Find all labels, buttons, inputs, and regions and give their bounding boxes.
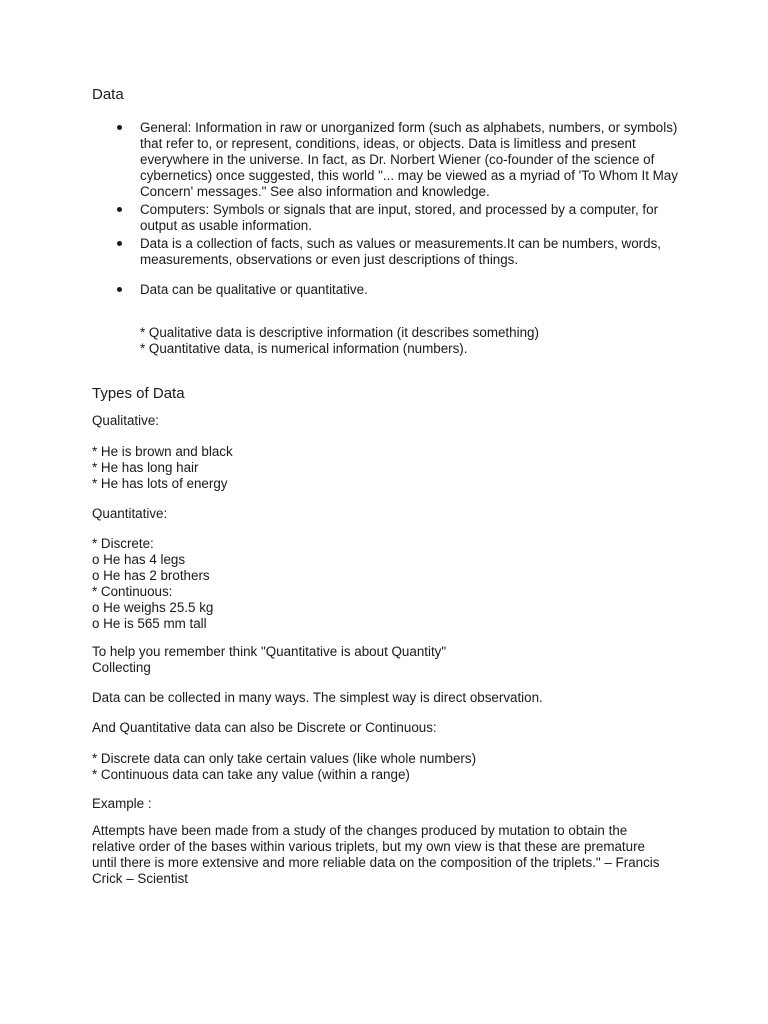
qualitative-examples bbox=[92, 444, 692, 492]
example-line: * He is brown and black bbox=[92, 444, 233, 459]
remember-tip bbox=[92, 644, 692, 676]
example-line: * He has long hair bbox=[92, 460, 199, 475]
quote-text: Attempts have been made from a study of the changes produced by mutation to obtain the relative order of the bases within various triplets, but my own view is that these are premature until there is more extensive and more reliable data on the composition of the triplets." – Francis Crick – Scientist bbox=[92, 823, 660, 886]
collection-text: Data can be collected in many ways. The simplest way is direct observation. bbox=[92, 690, 543, 705]
example-label: Example : bbox=[92, 796, 152, 811]
example-line: * Discrete: bbox=[92, 536, 154, 551]
definition-line: * Discrete data can only take certain values (like whole numbers) bbox=[92, 751, 477, 766]
example-line: o He has 4 legs bbox=[92, 552, 186, 567]
discrete-continuous-list bbox=[92, 751, 692, 783]
quantitative-examples bbox=[92, 536, 692, 632]
example-line: o He is 565 mm tall bbox=[92, 616, 207, 631]
list-item: Data is a collection of facts, such as values or measurements.It can be numbers, words, measurements, observations or even just descriptions of things. bbox=[92, 236, 682, 268]
remember-text: To help you remember think "Quantitative is about Quantity" bbox=[92, 644, 447, 659]
quantitative-label: Quantitative: bbox=[92, 506, 168, 521]
quote-block bbox=[92, 823, 692, 887]
note-line: * Qualitative data is descriptive information (it describes something) bbox=[140, 325, 539, 340]
example-line: * He has lots of energy bbox=[92, 476, 228, 491]
list-item: General: Information in raw or unorganized form (such as alphabets, numbers, or symbols) that refer to, or represent, conditions, ideas, or objects. Data is limitless and present everywhere in the universe. In fact, as Dr. Norbert Wiener (co-founder of the science of cybernetics) once suggested, this world "... may be viewed as a myriad of 'To Whom It May Concern' messages." See also information and knowledge. bbox=[92, 120, 682, 200]
section-heading: Types of Data bbox=[92, 385, 185, 402]
example-line: * Continuous: bbox=[92, 584, 173, 599]
list-item: Computers: Symbols or signals that are input, stored, and processed by a computer, for output as usable information. bbox=[92, 202, 682, 234]
discrete-continuous-intro: And Quantitative data can also be Discrete or Continuous: bbox=[92, 720, 437, 735]
data-type-notes bbox=[140, 325, 700, 357]
document-title: Data bbox=[92, 86, 124, 103]
note-line: * Quantitative data, is numerical information (numbers). bbox=[140, 341, 468, 356]
data-definitions-list bbox=[92, 120, 682, 300]
qualitative-label: Qualitative: bbox=[92, 413, 159, 428]
definition-line: * Continuous data can take any value (within a range) bbox=[92, 767, 410, 782]
list-item: Data can be qualitative or quantitative. bbox=[92, 282, 682, 298]
example-line: o He has 2 brothers bbox=[92, 568, 210, 583]
collecting-heading: Collecting bbox=[92, 660, 151, 675]
example-line: o He weighs 25.5 kg bbox=[92, 600, 214, 615]
